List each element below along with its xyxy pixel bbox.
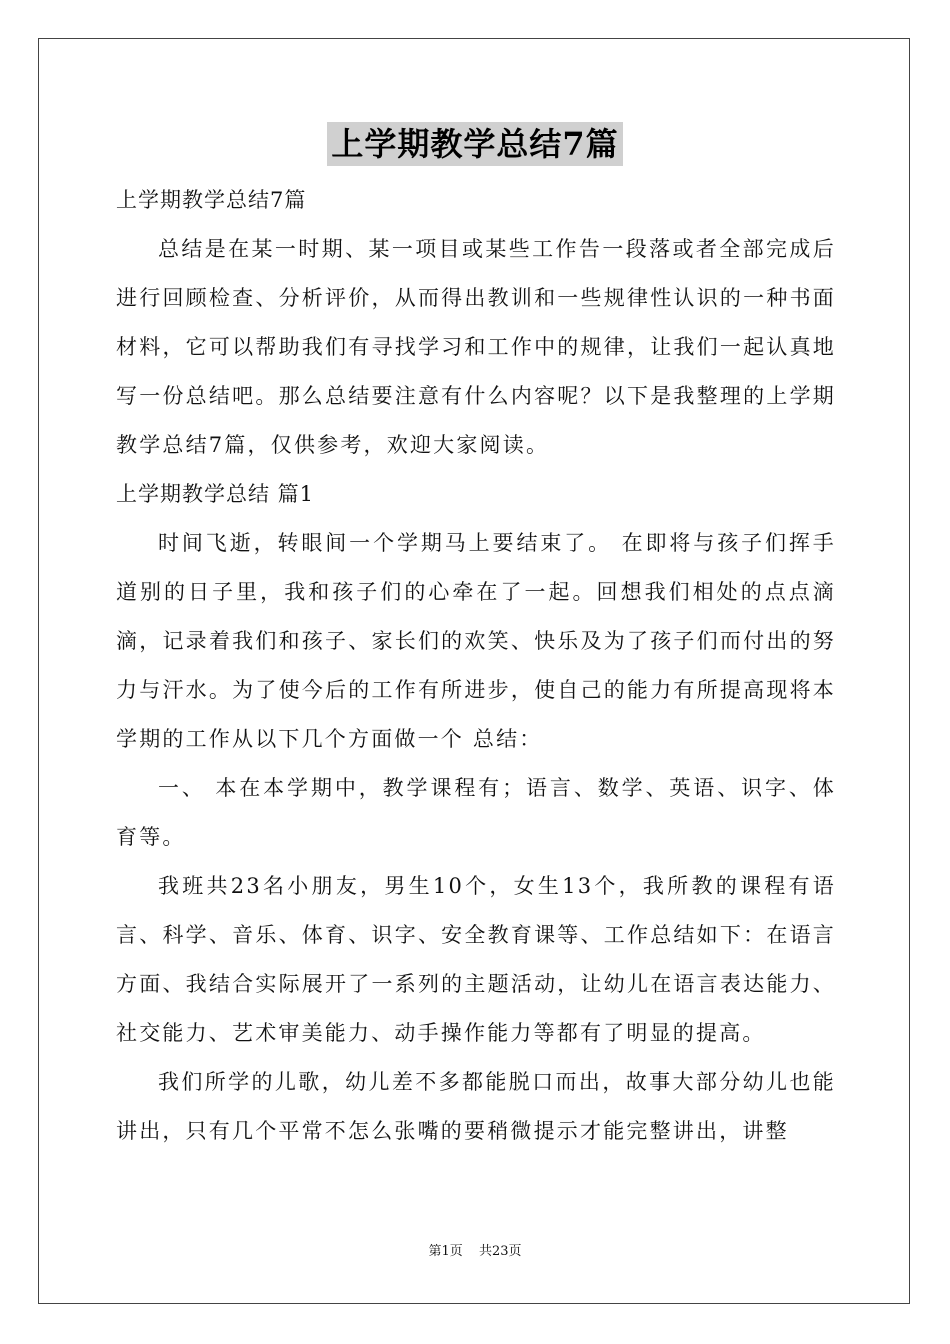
document-body [116,176,836,1156]
page-footer [0,1243,950,1261]
page-number: 第1页 [428,1244,463,1259]
body-paragraph-3: 我班共23名小朋友，男生10个，女生13个，我所教的课程有语言、科学、音乐、体育、识字、安全教育课等、工作总结如下：在语言方面、我结合实际展开了一系列的主题活动，让幼儿在语言表达能力、社交能力、艺术审美能力、动手操作能力等都有了明显的提高。 [116,874,836,1045]
page-total: 共23页 [478,1244,522,1259]
body-paragraph-2: 一、 本在本学期中，教学课程有；语言、数学、英语、识字、体育等。 [116,776,836,849]
body-paragraph-4: 我们所学的儿歌，幼儿差不多都能脱口而出，故事大部分幼儿也能讲出，只有几个平常不怎么张嘴的要稍微提示才能完整讲出，讲整 [116,1070,836,1143]
section-heading: 上学期教学总结 篇1 [116,482,315,506]
document-title: 上学期教学总结7篇 [327,122,622,166]
intro-paragraph: 总结是在某一时期、某一项目或某些工作告一段落或者全部完成后进行回顾检查、分析评价，从而得出教训和一些规律性认识的一种书面材料，它可以帮助我们有寻找学习和工作中的规律，让我们一起认真地写一份总结吧。那么总结要注意有什么内容呢？以下是我整理的上学期教学总结7篇，仅供参考，欢迎大家阅读。 [116,237,836,457]
title-wrap [0,122,950,166]
body-paragraph-1: 时间飞逝，转眼间一个学期马上要结束了。 在即将与孩子们挥手道别的日子里，我和孩子们的心牵在了一起。回想我们相处的点点滴滴，记录着我们和孩子、家长们的欢笑、快乐及为了孩子们而付出的努力与汗水。为了使今后的工作有所进步，使自己的能力有所提高现将本学期的工作从以下几个方面做一个 总结： [116,531,836,751]
document-subtitle: 上学期教学总结7篇 [116,188,307,212]
